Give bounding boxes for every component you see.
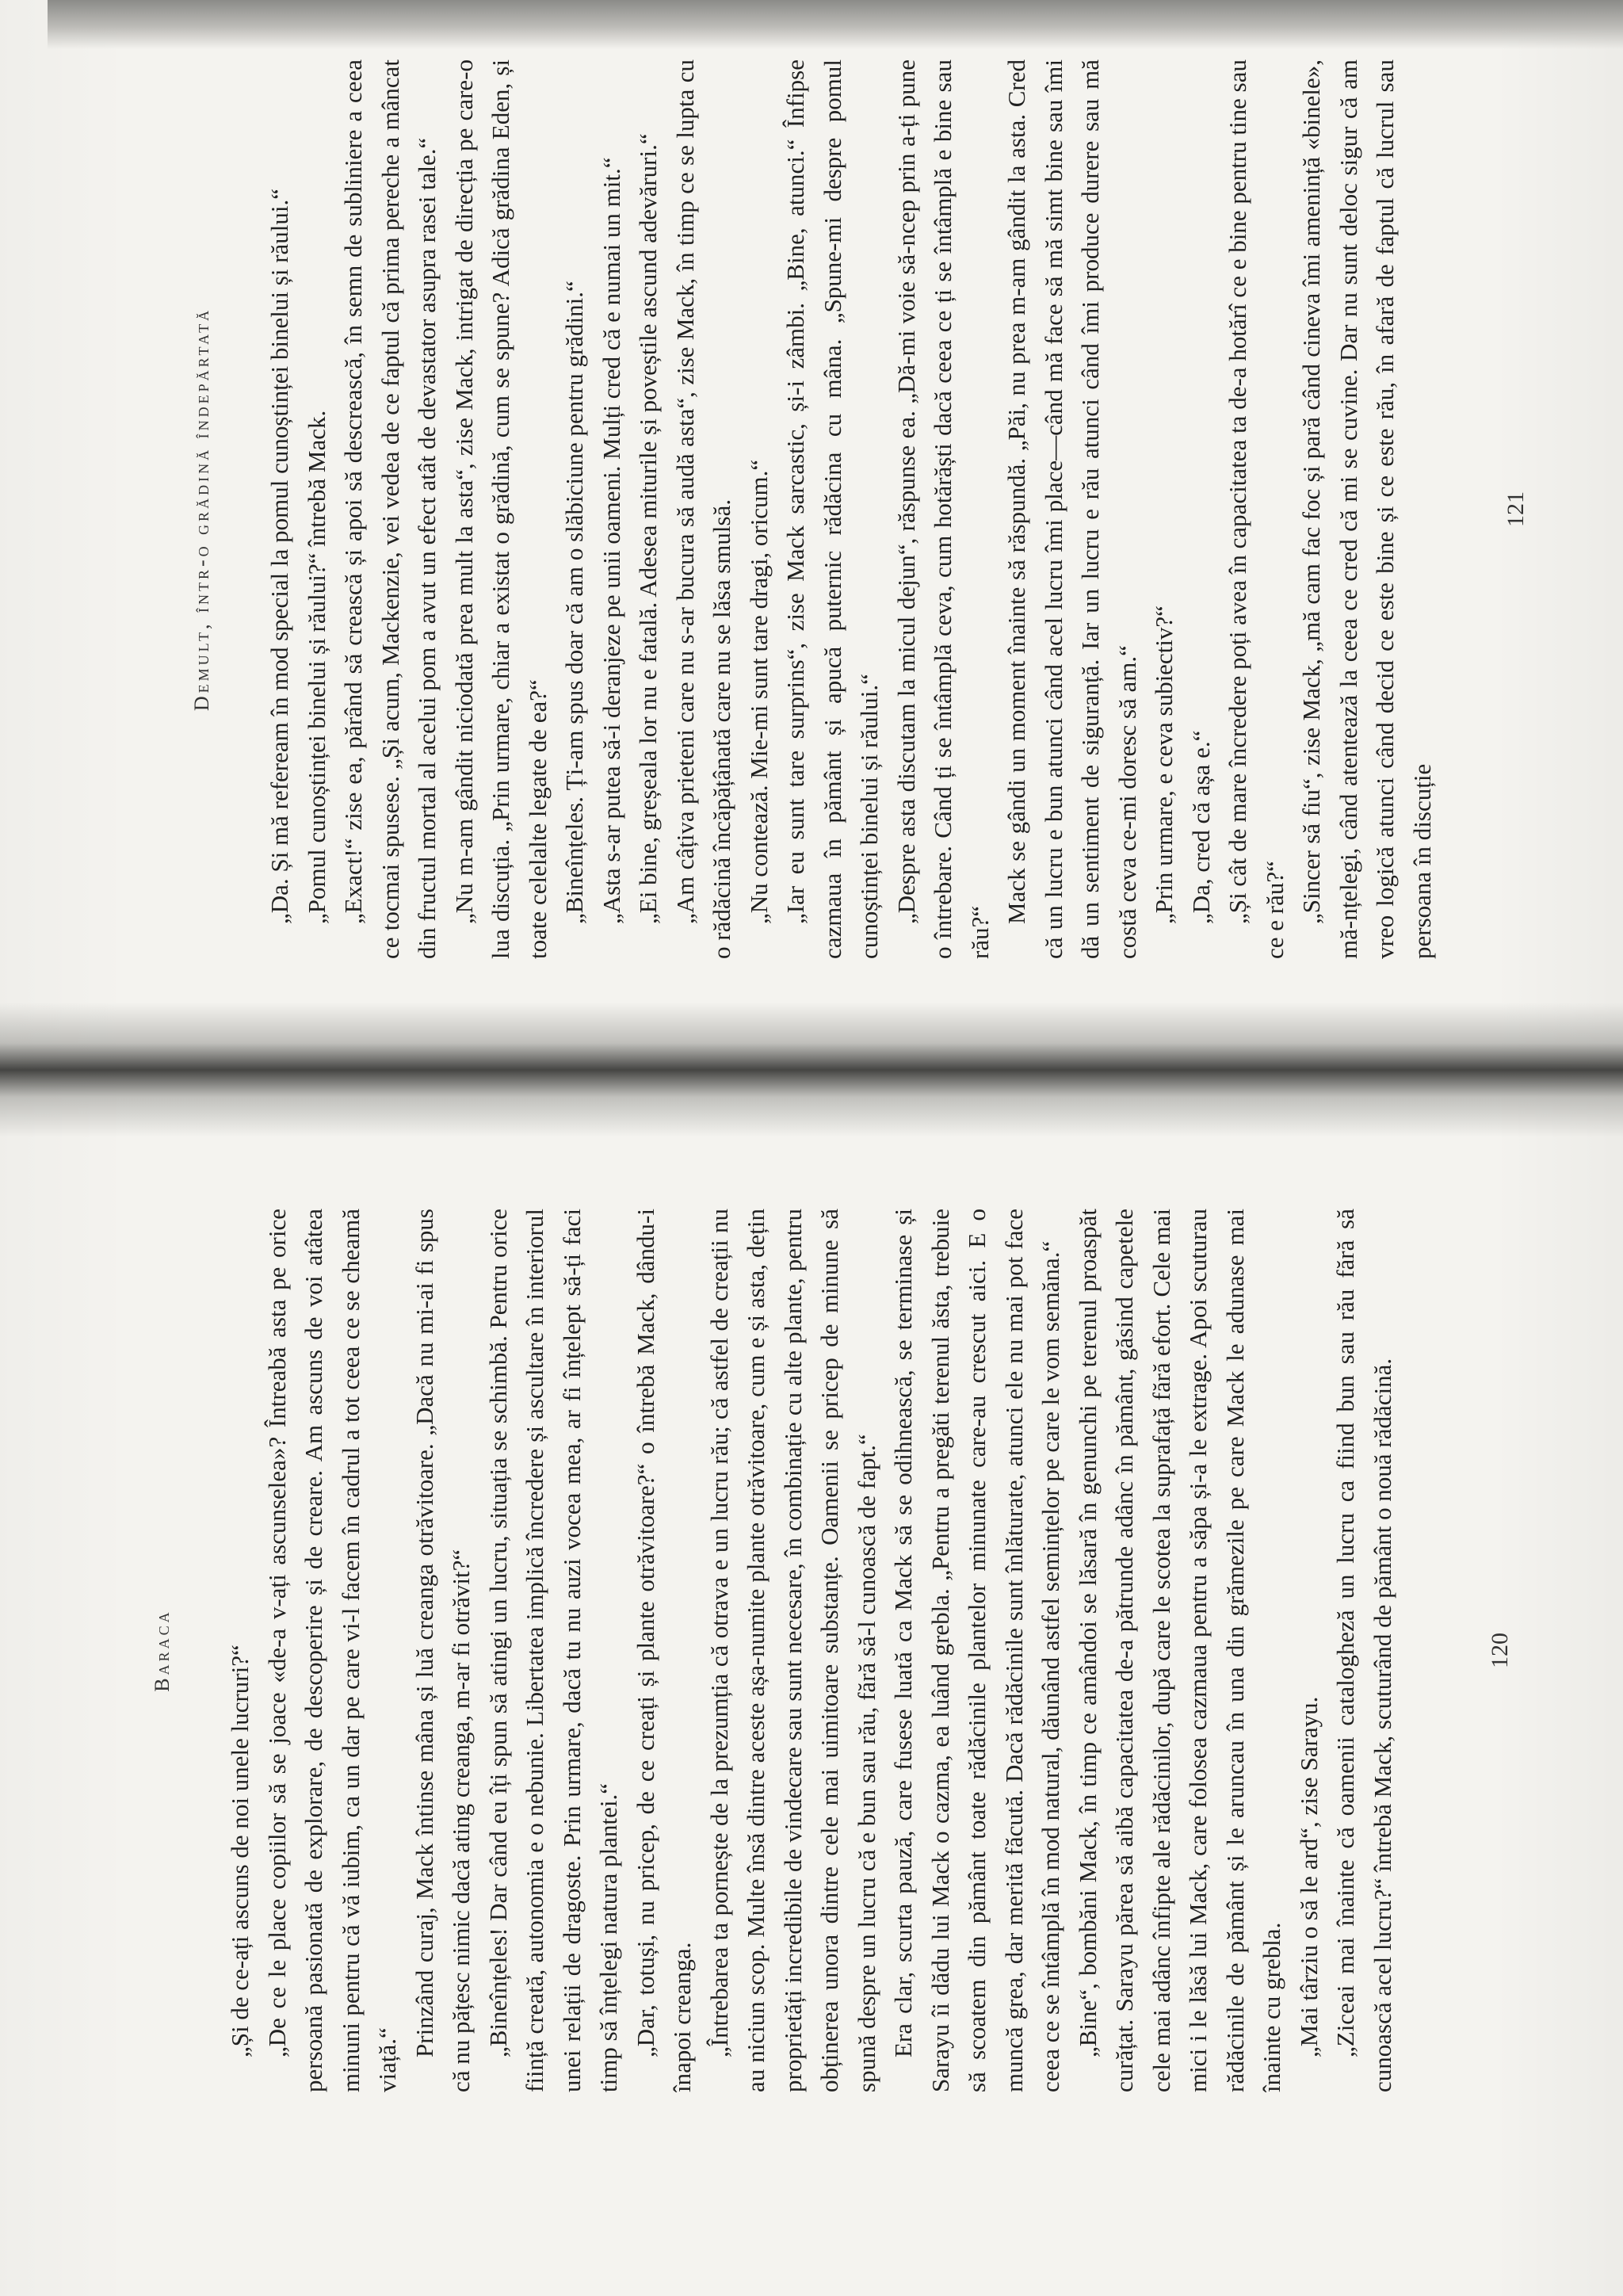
paragraph: „Mai târziu o să le ard“, zise Sarayu. xyxy=(1294,1696,1323,2057)
paragraph: „De ce le place copiilor să se joace «de-a v-ați ascunselea»? Întreabă asta pe orice persoană pasionată de explorare, de descoperire și de creare. Am ascuns de voi atâtea minuni pentru că vă iubim, ca un dar pe care vi-l facem în cadrul a tot ceea ce se cheamă viață.“ xyxy=(262,1209,401,2092)
paragraph: „Nu contează. Mie-mi sunt tare dragi, oricum.“ xyxy=(744,459,773,924)
paragraph: „Am câțiva prieteni care nu s-ar bucura să audă asta“, zise Mack, în timp ce se lupta cu o rădăcină încăpățânată care nu se lăsa smulsă. xyxy=(670,59,735,959)
page-121 xyxy=(190,59,1529,959)
paragraph: „Dar, totuși, nu pricep, de ce creați și plante otrăvitoare?“ o întrebă Mack, dându-i înapoi creanga. xyxy=(631,1209,696,2092)
running-header: Baraca xyxy=(151,1609,174,1692)
paragraph: „Ei bine, greșeala lor nu e fatală. Adesea miturile și poveștile ascund adevăruri.“ xyxy=(634,133,662,924)
page-body xyxy=(222,1209,1426,2092)
paragraph: Mack se gândi un moment înainte să răspundă. „Păi, nu prea m-am gândit la asta. Cred că un lucru e bun atunci când acel lucru îmi place—când mă face să mă simt bine sau îmi dă un sentiment de siguranță. Iar un lucru e rău atunci când îmi produce durere sau mă costă ceva ce-mi doresc să am.“ xyxy=(1002,59,1141,959)
paragraph: „Bineînțeles. Ți-am spus doar că am o slăbiciune pentru grădini.“ xyxy=(560,281,588,924)
paragraph: „Iar eu sunt tare surprins“, zise Mack sarcastic, și-i zâmbi. „Bine, atunci.“ Înfipse cazmaua în pământ și apucă puternic rădăcina cu mâna. „Spune-mi despre pomul cunoștinței binelui și răului.“ xyxy=(781,59,883,959)
page-120 xyxy=(151,1209,1514,2092)
paragraph: „Da, cred că așa e.“ xyxy=(1186,730,1215,924)
paragraph: „Da. Și mă refeream în mod special la pomul cunoștinței binelui și răului.“ xyxy=(265,188,293,924)
paragraph: „Și de ce-ați ascuns de noi unele lucruri?“ xyxy=(226,1645,254,2057)
paragraph: „Exact!“ zise ea, părând să crească și apoi să descrească, în semn de subliniere a ceea ce tocmai spusese. „Și acum, Mackenzie, vei vedea de ce faptul că prima pereche a mâncat din fructul mortal al acelui pom a avut un efect atât de devastator asupra rasei tale.“ xyxy=(339,59,441,959)
paragraph: „Și cât de mare încredere poți avea în capacitatea ta de-a hotărî ce e bine pentru tine sau ce e rău?“ xyxy=(1224,59,1289,959)
paragraph: „Nu m-am gândit niciodată prea mult la asta“, zise Mack, intrigat de direcția pe care-o lua discuția. „Prin urmare, chiar a existat o grădină, cum se spune? Adică grădina Eden, și toate celelalte legate de ea?“ xyxy=(449,59,552,959)
paragraph: „Asta s-ar putea să-i deranjeze pe unii oameni. Mulți cred că e numai un mit.“ xyxy=(597,157,625,924)
paragraph: „Bineînțeles! Dar când eu îți spun să atingi un lucru, situația se schimbă. Pentru orice ființă creată, autonomia e o nebunie. Libertatea implică încredere și ascultare în interiorul unei relații de dragoste. Prin urmare, dacă tu nu auzi vocea mea, ar fi înțelept să-ți faci timp să înțelegi natura plantei.“ xyxy=(483,1209,622,2092)
page-body xyxy=(262,59,1442,959)
paragraph: „Ziceai mai înainte că oamenii catalogheză un lucru ca fiind bun sau rău fără să cunoască acel lucru?“ întrebă Mack, scuturând de pământ o nouă rădăcină. xyxy=(1331,1209,1396,2092)
paragraph: „Întrebarea ta pornește de la prezumția că otrava e un lucru rău; că astfel de creații nu au niciun scop. Multe însă dintre aceste așa-numite plante otrăvitoare, cum e și asta, dețin proprietăți incredibile de vindecare sau sunt necesare, în combinație cu alte plante, pentru obținerea unora dintre cele mai uimitoare substanțe. Oamenii se pricep de minune să spună despre un lucru că e bun sau rău, fără să-l cunoască de fapt.“ xyxy=(705,1209,880,2092)
page-number: 120 xyxy=(1487,1633,1513,1668)
paragraph: „Despre asta discutam la micul dejun“, răspunse ea. „Dă-mi voie să-ncep prin a-ți pune o întrebare. Când ți se întâmplă ceva, cum hotărăști dacă ceea ce ți se întâmplă e bine sau rău?“ xyxy=(892,59,994,959)
paragraph: „Prin urmare, e ceva subiectiv?“ xyxy=(1150,606,1178,924)
page-number: 121 xyxy=(1503,491,1529,527)
paragraph: „Bine“, bombăni Mack, în timp ce amândoi se lăsară în genunchi pe terenul proaspăt curățat. Sarayu părea să aibă capacitatea de-a pătrunde adânc în pământ, găsind capetele cele mai adânc înfipte ale rădăcinilor, după care le scotea la suprafață fără efort. Cele mai mici i le lăsă lui Mack, care folosea cazmaua pentru a săpa și-a le extrage. Apoi scuturau rădăcinile de pământ și le aruncau în una din grămezile pe care Mack le adunase mai înainte cu grebla. xyxy=(1073,1209,1285,2092)
paragraph: „Pomul cunoștinței binelui și răului?“ întrebă Mack. xyxy=(302,410,330,924)
running-header: Demult, într-o grădină îndepărtată xyxy=(190,307,213,712)
paragraph: „Sincer să fiu“, zise Mack, „mă cam fac foc și pară când cineva îmi amenință «binele», mă-nțelegi, când atentează la ceea ce cred că mi se cuvine. Dar nu sunt deloc sigur că am vreo logică atunci când decid ce este bine și ce este rău, în afară de faptul că lucrul sau persoana în discuție xyxy=(1297,59,1436,959)
paragraph: Prinzând curaj, Mack întinse mâna și luă creanga otrăvitoare. „Dacă nu mi-ai fi spus că nu pățesc nimic dacă ating creanga, m-ar fi otrăvit?“ xyxy=(410,1209,475,2092)
scan-top-edge-shadow xyxy=(48,0,1623,49)
book-gutter-shadow xyxy=(0,1003,1623,1137)
paragraph: Era clar, scurta pauză, care fusese luată ca Mack să se odihnească, se terminase și Sarayu îi dădu lui Mack o cazma, ea luând grebla. „Pentru a pregăti terenul ăsta, trebuie să scoatem din pământ toate rădăcinile plantelor minunate care-au crescut aici. E o muncă grea, dar merită făcută. Dacă rădăcinile sunt înlăturate, atunci ele nu mai pot face ceea ce se întâmplă în mod natural, dăunând astfel semințelor pe care le vom semăna.“ xyxy=(889,1209,1064,2092)
